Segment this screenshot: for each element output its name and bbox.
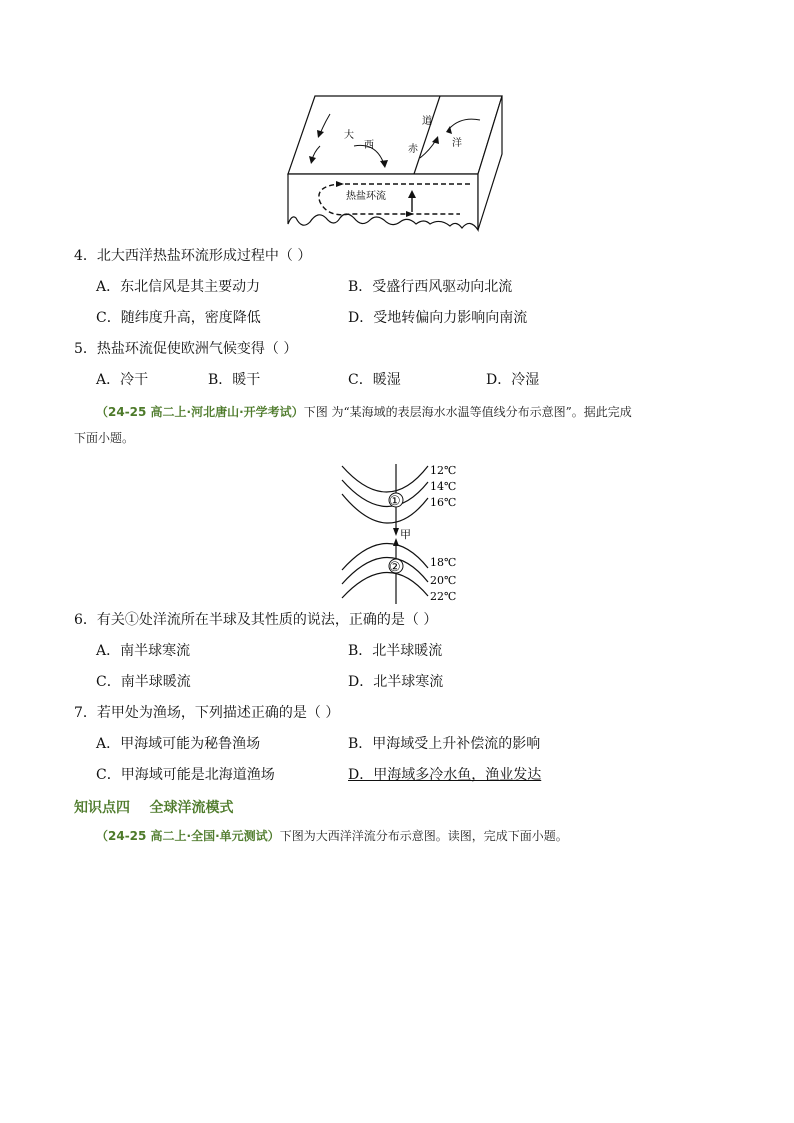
- section-title: 知识点四 全球洋流模式: [74, 800, 234, 816]
- q7-stem: 7．若甲处为渔场，下列描述正确的是（ ）: [74, 705, 340, 721]
- marker-1: ①: [389, 494, 401, 509]
- isotherm-figure: [334, 462, 464, 606]
- intro2-text-line2: 下面小题。: [74, 431, 135, 445]
- isotherm-label-20: 20℃: [430, 574, 457, 587]
- q4-option-a: A．东北信风是其主要动力: [96, 279, 261, 295]
- figure1-circulation-label: 热盐环流: [346, 191, 386, 202]
- q5-stem: 5．热盐环流促使欧洲气候变得（ ）: [74, 341, 298, 357]
- figure1-label-chi: 赤: [408, 144, 418, 155]
- figure1-label-yang: 洋: [452, 138, 462, 149]
- intro2-paragraph: [96, 402, 726, 422]
- q5-option-c: C．暖湿: [348, 372, 401, 388]
- q6-option-b: B．北半球暖流: [348, 643, 443, 659]
- isotherm-label-18: 18℃: [430, 556, 457, 569]
- q4-option-b: B．受盛行西风驱动向北流: [348, 279, 513, 295]
- thermohaline-figure: [280, 90, 512, 240]
- marker-2: ②: [389, 560, 401, 575]
- q6-option-c: C．南半球暖流: [96, 674, 191, 690]
- q6-stem-suffix: 处洋流所在半球及其性质的说法，正确的是（ ）: [138, 612, 438, 628]
- q7-option-d: D．甲海域多冷水鱼，渔业发达: [348, 767, 542, 783]
- isotherm-label-16: 16℃: [430, 496, 457, 509]
- figure1-label-xi: 西: [364, 140, 374, 151]
- figure1-label-dao: 道: [422, 116, 432, 127]
- point-jia: 甲: [400, 528, 411, 541]
- q6-option-d: D．北半球寒流: [348, 674, 444, 690]
- intro3-text: 下图为大西洋洋流分布示意图。读图，完成下面小题。: [279, 829, 568, 843]
- q7-option-a: A．甲海域可能为秘鲁渔场: [96, 736, 261, 752]
- q6-stem-marker: ①: [124, 612, 139, 628]
- q5-option-d: D．冷湿: [486, 372, 540, 388]
- q6-stem: [74, 611, 437, 629]
- intro3-paragraph: [96, 826, 726, 846]
- q6-stem-prefix: 6．有关: [74, 612, 125, 628]
- q4-stem: 4．北大西洋热盐环流形成过程中（ ）: [74, 248, 312, 264]
- q5-option-b: B．暖干: [208, 372, 261, 388]
- q6-option-a: A．南半球寒流: [96, 643, 191, 659]
- intro2-text-line1: 下图 为“某海域的表层海水水温等值线分布示意图”。据此完成: [303, 405, 632, 419]
- q7-option-c: C．甲海域可能是北海道渔场: [96, 767, 275, 783]
- isotherm-label-12: 12℃: [430, 464, 457, 477]
- figure1-label-da: 大: [344, 130, 354, 141]
- q5-option-a: A．冷干: [96, 372, 149, 388]
- intro2-source: （24-25 高二上·河北唐山·开学考试）: [96, 405, 304, 419]
- q4-option-c: C．随纬度升高，密度降低: [96, 310, 261, 326]
- intro3-source: （24-25 高二上·全国·单元测试）: [96, 829, 280, 843]
- q7-option-b: B．甲海域受上升补偿流的影响: [348, 736, 541, 752]
- q4-option-d: D．受地转偏向力影响向南流: [348, 310, 528, 326]
- isotherm-label-22: 22℃: [430, 590, 457, 603]
- isotherm-label-14: 14℃: [430, 480, 457, 493]
